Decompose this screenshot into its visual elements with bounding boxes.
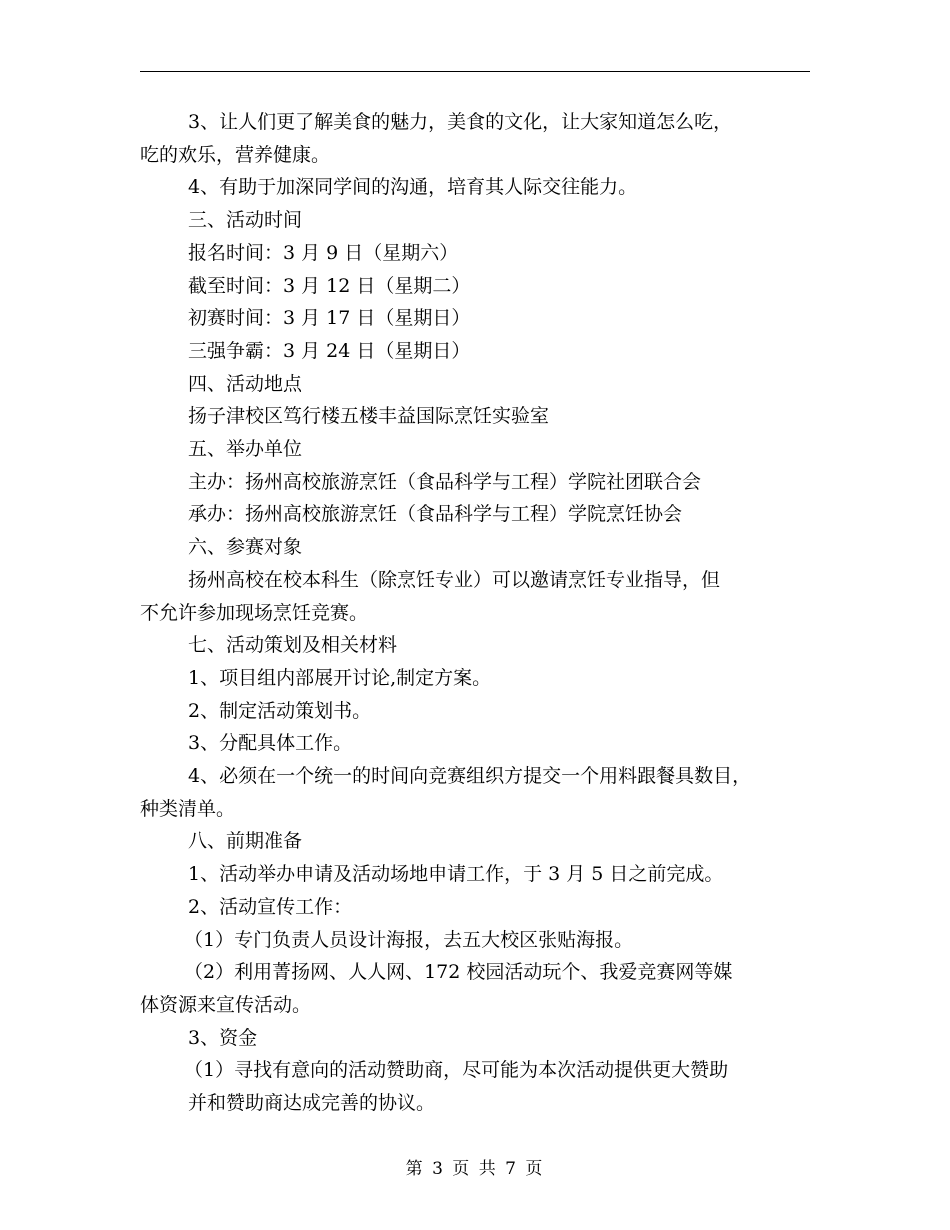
paragraph-line: 三、活动时间 bbox=[188, 209, 303, 232]
paragraph-line: 三强争霸：3 月 24 日（星期日） bbox=[188, 339, 471, 362]
paragraph-line: 四、活动地点 bbox=[188, 372, 303, 395]
paragraph-line: 七、活动策划及相关材料 bbox=[188, 634, 398, 657]
paragraph-line: （2）利用菁扬网、人人网、172 校园活动玩个、我爱竞赛网等媒 bbox=[184, 961, 733, 984]
paragraph-line: 4、必须在一个统一的时间向竞赛组织方提交一个用料跟餐具数目， bbox=[188, 765, 752, 788]
paragraph-line: 体资源来宣传活动。 bbox=[140, 993, 312, 1016]
paragraph-line: （1）寻找有意向的活动赞助商，尽可能为本次活动提供更大赞助 bbox=[184, 1059, 729, 1082]
paragraph-line: 五、举办单位 bbox=[188, 438, 303, 461]
paragraph-line: 六、参赛对象 bbox=[188, 536, 303, 559]
paragraph-line: 1、项目组内部展开讨论,制定方案。 bbox=[188, 666, 492, 689]
paragraph-line: 初赛时间：3 月 17 日（星期日） bbox=[188, 307, 471, 330]
paragraph-line: 2、活动宣传工作： bbox=[188, 895, 353, 918]
paragraph-line: 种类清单。 bbox=[140, 797, 236, 820]
paragraph-line: 截至时间：3 月 12 日（星期二） bbox=[188, 274, 471, 297]
paragraph-line: 不允许参加现场烹饪竞赛。 bbox=[140, 601, 369, 624]
paragraph-line: 吃的欢乐，营养健康。 bbox=[140, 143, 331, 166]
paragraph-line: 扬子津校区笃行楼五楼丰益国际烹饪实验室 bbox=[188, 405, 550, 428]
document-body bbox=[140, 106, 812, 1120]
paragraph-line: 3、让人们更了解美食的魅力，美食的文化，让大家知道怎么吃， bbox=[188, 111, 733, 133]
header-rule bbox=[140, 71, 810, 72]
paragraph-line: 1、活动举办申请及活动场地申请工作，于 3 月 5 日之前完成。 bbox=[188, 863, 724, 886]
paragraph-line: 2、制定活动策划书。 bbox=[188, 699, 372, 722]
paragraph-line: 报名时间：3 月 9 日（星期六） bbox=[188, 241, 459, 264]
paragraph-line: 承办：扬州高校旅游烹饪（食品科学与工程）学院烹饪协会 bbox=[188, 503, 683, 526]
paragraph-line: 扬州高校在校本科生（除烹饪专业）可以邀请烹饪专业指导，但 bbox=[188, 568, 721, 591]
page-footer: 第 3 页 共 7 页 bbox=[405, 1159, 545, 1179]
paragraph-line: 3、资金 bbox=[188, 1026, 258, 1049]
paragraph-line: 4、有助于加深同学间的沟通，培育其人际交往能力。 bbox=[188, 176, 638, 199]
paragraph-line: （1）专门负责人员设计海报，去五大校区张贴海报。 bbox=[184, 928, 634, 951]
paragraph-line: 3、分配具体工作。 bbox=[188, 732, 353, 755]
paragraph-line: 八、前期准备 bbox=[188, 830, 303, 853]
paragraph-line: 主办：扬州高校旅游烹饪（食品科学与工程）学院社团联合会 bbox=[188, 470, 702, 493]
paragraph-line: 并和赞助商达成完善的协议。 bbox=[188, 1092, 436, 1115]
